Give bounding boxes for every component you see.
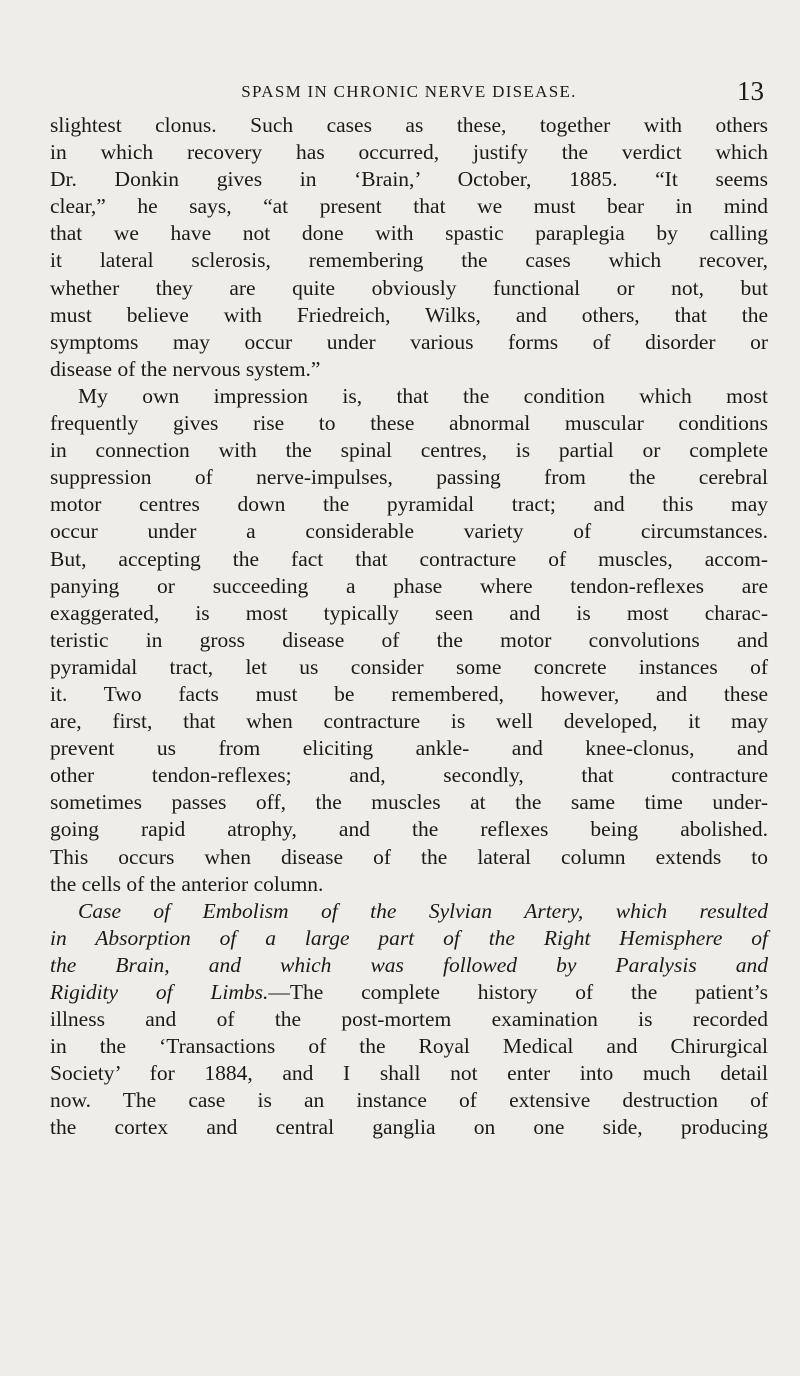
case-heading-line: in Absorption of a large part of the Right Hemisphere of [50,925,768,950]
text-line: teristic in gross disease of the motor convolutions and [50,627,768,652]
text-line: clear,” he says, “at present that we must bear in mind [50,194,768,219]
text-line: going rapid atrophy, and the reflexes being abolished. [50,817,768,842]
text-line: slightest clonus. Such cases as these, together with others [50,113,768,137]
body-text [50,112,768,1142]
text-line: now. The case is an instance of extensive destruction of [50,1088,768,1113]
text-line: This occurs when disease of the lateral column extends to [50,844,768,869]
text-line: it lateral sclerosis, remembering the cases which recover, [50,248,768,273]
text-line: But, accepting the fact that contracture of muscles, accom- [50,546,768,571]
text-line: symptoms may occur under various forms of disorder or [50,329,768,354]
case-heading-line: Case of Embolism of the Sylvian Artery, which resulted [78,898,768,923]
text-line: occur under a considerable variety of circumstances. [50,519,768,544]
page-number: 13 [737,76,764,106]
text-line: the cortex and central ganglia on one side, producing [50,1115,768,1140]
text-line: must believe with Friedreich, Wilks, and others, that the [50,302,768,327]
running-title: SPASM IN CHRONIC NERVE DISEASE. [241,82,577,101]
paragraph-start-line: My own impression is, that the condition which most [78,383,768,408]
text-line: exaggerated, is most typically seen and is most charac- [50,600,768,625]
text-line: whether they are quite obviously functional or not, but [50,275,768,300]
text-line: that we have not done with spastic paraplegia by calling [50,221,768,246]
text-line: it. Two facts must be remembered, however, and these [50,681,768,706]
text-line: Society’ for 1884, and I shall not enter into much detail [50,1061,768,1086]
text-line: prevent us from eliciting ankle- and knee-clonus, and [50,736,768,761]
mixed-text-line [50,979,768,1006]
case-text-start: —The complete history of the patient’s [268,980,768,1004]
text-line: pyramidal tract, let us consider some concrete instances of [50,654,768,679]
text-line: other tendon-reflexes; and, secondly, that contracture [50,763,768,788]
text-line: panying or succeeding a phase where tendon-reflexes are [50,573,768,598]
text-line: suppression of nerve-impulses, passing from the cerebral [50,465,768,490]
case-heading-end: Rigidity of Limbs. [50,980,269,1004]
text-line: the cells of the anterior column. [50,871,324,896]
text-line: are, first, that when contracture is well developed, it may [50,709,768,734]
text-line: Dr. Donkin gives in ‘Brain,’ October, 1885. “It seems [50,167,768,192]
text-line: in the ‘Transactions of the Royal Medical and Chirurgical [50,1034,768,1059]
book-page [50,74,768,1334]
text-line: in which recovery has occurred, justify the verdict which [50,140,768,165]
text-line: disease of the nervous system.” [50,356,321,381]
text-line: sometimes passes off, the muscles at the same time under- [50,790,768,815]
text-line: frequently gives rise to these abnormal muscular conditions [50,411,768,436]
text-line: illness and of the post-mortem examination is recorded [50,1007,768,1032]
text-line: motor centres down the pyramidal tract; and this may [50,492,768,517]
case-heading-line: the Brain, and which was followed by Paralysis and [50,952,768,977]
text-line: in connection with the spinal centres, is partial or complete [50,438,768,463]
running-head [50,74,768,112]
